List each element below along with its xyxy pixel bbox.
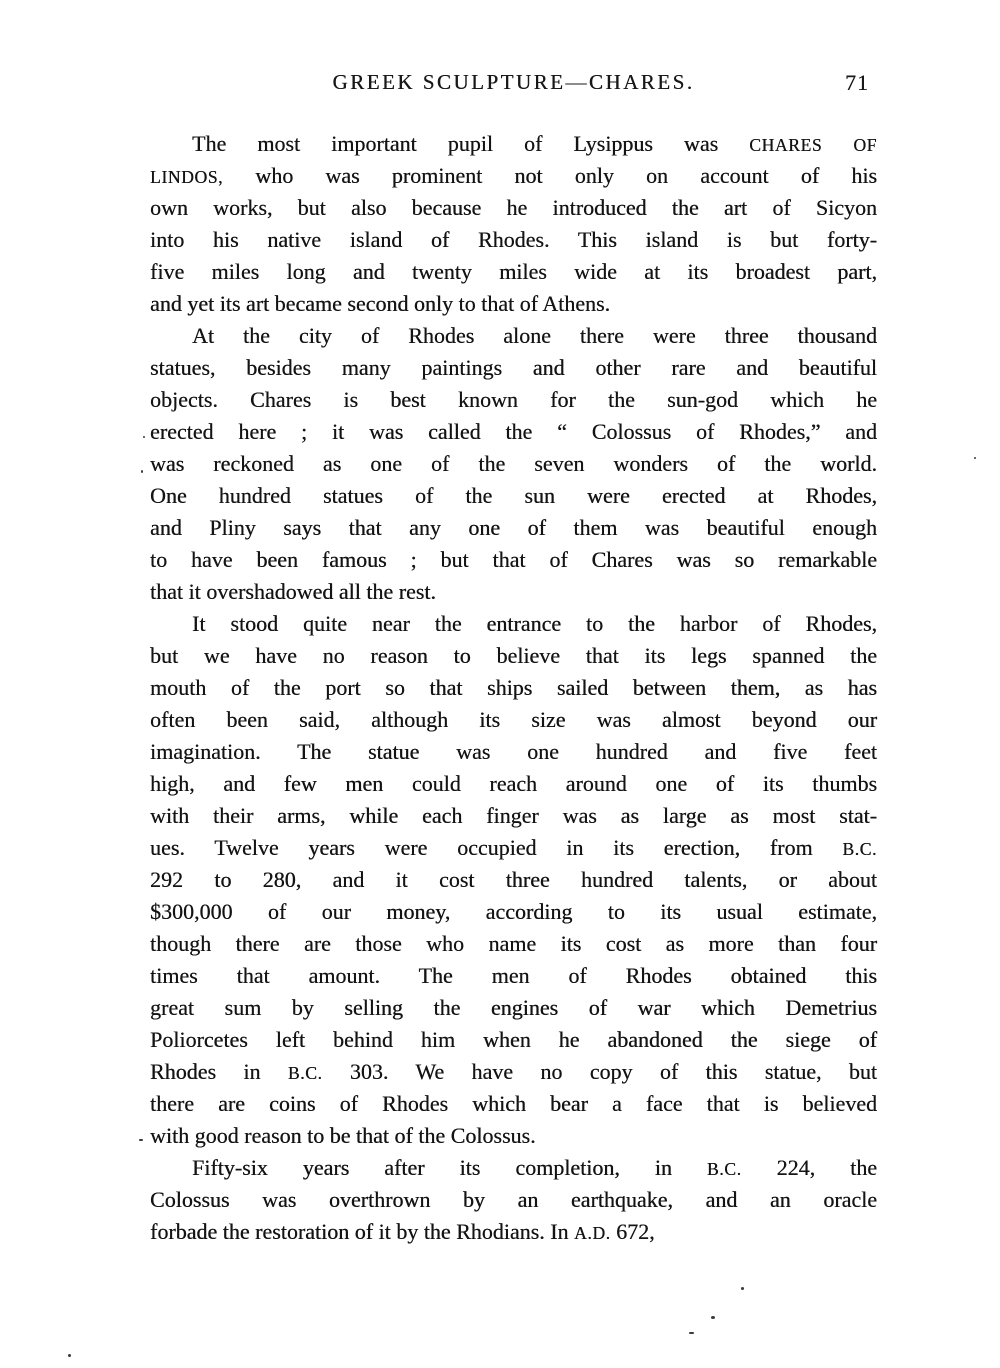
scan-speck: [711, 1316, 715, 1319]
text-line: times that amount. The men of Rhodes obtained this: [150, 963, 877, 988]
text-line: with good reason to be that of the Colossus.: [150, 1123, 536, 1148]
text-line: with their arms, while each finger was as large as most stat-: [150, 803, 877, 828]
text-line: great sum by selling the engines of war which Demetrius: [150, 995, 877, 1020]
text-line: imagination. The statue was one hundred and five feet: [150, 739, 877, 764]
text-line: erected here ; it was called the “ Colossus of Rhodes,” and: [150, 419, 877, 444]
text-line: $300,000 of our money, according to its usual estimate,: [150, 899, 877, 924]
text-line: objects. Chares is best known for the sun-god which he: [150, 387, 877, 412]
text-line: 292 to 280, and it cost three hundred talents, or about: [150, 867, 877, 892]
scan-speck: [689, 1332, 694, 1334]
running-head-title: GREEK SCULPTURE—CHARES.: [332, 70, 695, 94]
text-line: though there are those who name its cost as more than four: [150, 931, 877, 956]
text-line: five miles long and twenty miles wide at its broadest part,: [150, 259, 877, 284]
text-line: own works, but also because he introduced the art of Sicyon: [150, 195, 877, 220]
text-line: that it overshadowed all the rest.: [150, 579, 436, 604]
text-line: was reckoned as one of the seven wonders of the world.: [150, 451, 877, 476]
text-line: and Pliny says that any one of them was beautiful enough: [150, 515, 877, 540]
text-line: Rhodes in B.C. 303. We have no copy of this statue, but: [150, 1059, 877, 1084]
text-line: LINDOS, who was prominent not only on account of his: [150, 163, 877, 188]
scan-speck: [139, 1139, 143, 1141]
text-line: One hundred statues of the sun were erected at Rhodes,: [150, 483, 877, 508]
text-line: statues, besides many paintings and other rare and beautiful: [150, 355, 877, 380]
body-text: [150, 128, 877, 1248]
scan-speck: [143, 436, 145, 438]
text-line: into his native island of Rhodes. This island is but forty-: [150, 227, 877, 252]
text-line: At the city of Rhodes alone there were three thousand: [192, 323, 877, 348]
text-line: It stood quite near the entrance to the harbor of Rhodes,: [192, 611, 877, 636]
scan-speck: [741, 1287, 744, 1290]
text-line: but we have no reason to believe that its legs spanned the: [150, 643, 877, 668]
running-header: [150, 70, 877, 100]
text-line: and yet its art became second only to that of Athens.: [150, 291, 611, 316]
text-line: Fifty-six years after its completion, in B.C. 224, the: [192, 1155, 877, 1180]
page-number: 71: [845, 70, 869, 95]
text-line: mouth of the port so that ships sailed between them, as has: [150, 675, 877, 700]
text-line: often been said, although its size was almost beyond our: [150, 707, 877, 732]
scan-speck: [974, 457, 976, 459]
text-line: there are coins of Rhodes which bear a face that is believed: [150, 1091, 877, 1116]
text-line: Poliorcetes left behind him when he abandoned the siege of: [150, 1027, 877, 1052]
scan-speck: [141, 470, 143, 473]
text-line: to have been famous ; but that of Chares was so remarkable: [150, 547, 877, 572]
text-line: Colossus was overthrown by an earthquake, and an oracle: [150, 1187, 877, 1212]
text-line: ues. Twelve years were occupied in its erection, from B.C.: [150, 835, 877, 860]
text-line: The most important pupil of Lysippus was CHARES OF: [192, 131, 878, 156]
text-line: high, and few men could reach around one of its thumbs: [150, 771, 877, 796]
scan-speck: [68, 1354, 71, 1357]
text-line: forbade the restoration of it by the Rhodians. In A.D. 672,: [150, 1219, 655, 1244]
